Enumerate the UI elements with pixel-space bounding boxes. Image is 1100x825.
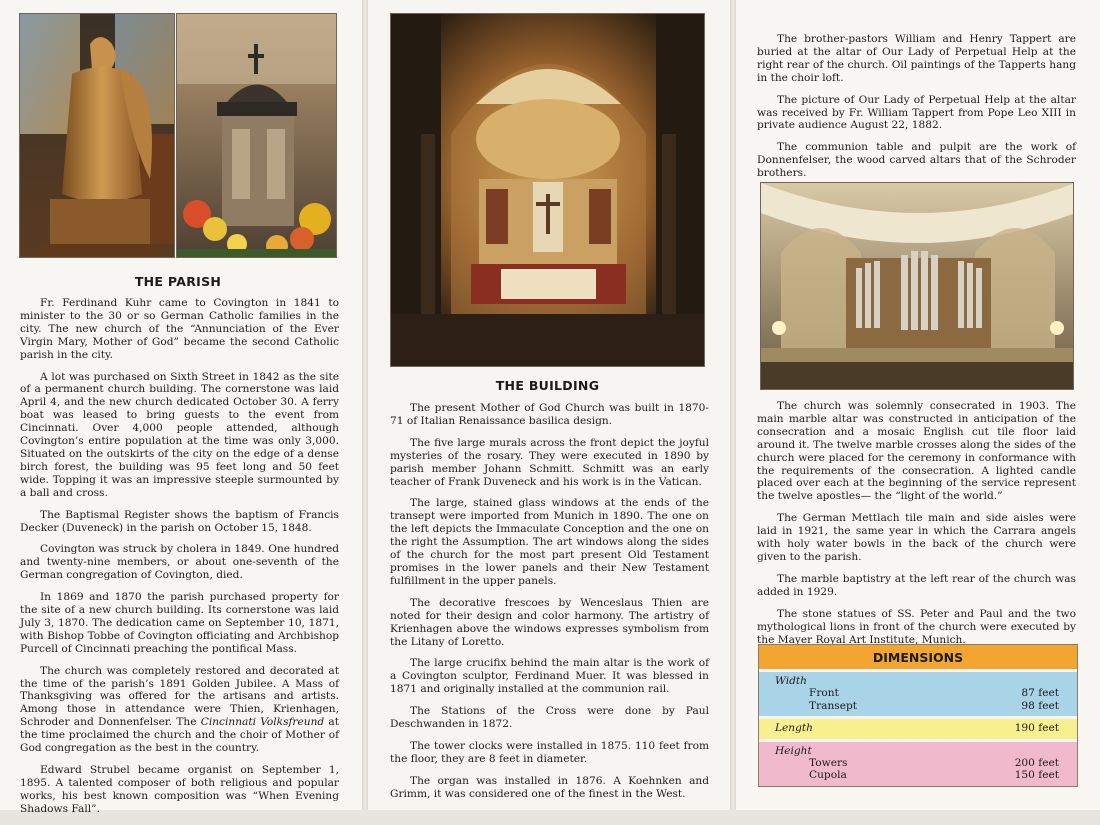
- parish-text: [20, 297, 339, 825]
- length-value: 190 feet: [1014, 722, 1059, 735]
- length-label: Length: [775, 722, 813, 735]
- transept-value: 98 feet: [1021, 699, 1059, 712]
- baptismal-font-photo: [176, 13, 337, 258]
- history-text-top: [757, 33, 1076, 189]
- paragraph: [20, 665, 339, 755]
- width-label: Width: [775, 675, 807, 687]
- paragraph-part: The church was completely restored and decorated at the time of the parish’s 1891 Golden Jubilee. A Mass of Thanksgiving was offered for the artisans and artists. Among those in attendance were Thien, Krienhagen, Schroder and Donnenfelser. The: [20, 664, 339, 729]
- paragraph: Covington was struck by cholera in 1849. One hundred and twenty-nine members, or about one-seventh of the German congregation of Covington, died.: [20, 543, 339, 582]
- paragraph: The Stations of the Cross were done by Paul Deschwanden in 1872.: [390, 705, 709, 731]
- paragraph: The brother-pastors William and Henry Tappert are buried at the altar of Our Lady of Perpetual Help at the right rear of the church. Oil paintings of the Tapperts hang in the choir loft.: [757, 33, 1076, 84]
- paragraph: The Baptismal Register shows the baptism of Francis Decker (Duveneck) in the parish on October 15, 1848.: [20, 508, 339, 534]
- paragraph: The five large murals across the front depict the joyful mysteries of the rosary. They were executed in 1890 by parish member Johann Schmitt. Schmitt was an early teacher of Frank Duveneck and his work is in the Vatican.: [390, 436, 709, 488]
- church-interior-photo: [390, 13, 705, 367]
- paragraph: The German Mettlach tile main and side aisles were laid in 1921, the same year in which the Carrara angels with holy water bowls in the back of the church were given to the parish.: [757, 512, 1076, 563]
- dimension-row: [775, 722, 1059, 735]
- paragraph: The tower clocks were installed in 1875. 110 feet from the floor, they are 8 feet in diameter.: [390, 739, 709, 765]
- newspaper-title: Cincinnati Volksfreund: [200, 716, 325, 729]
- paragraph: The organ was installed in 1876. A Koehnken and Grimm, it was considered one of the finest in the West.: [390, 774, 709, 800]
- parish-heading: THE PARISH: [134, 274, 222, 289]
- width-section: [759, 669, 1077, 716]
- paragraph: The decorative frescoes by Wenceslaus Thien are noted for their design and color harmony. The artistry of Krienhagen above the windows expresses symbolism from the Litany of Loretto.: [390, 596, 709, 648]
- dimension-row: [775, 700, 1059, 713]
- paragraph-part: at the time proclaimed the church and the choir of Mother of God congregation as the best in the country.: [20, 716, 340, 755]
- paragraph: The present Mother of God Church was built in 1870-71 of Italian Renaissance basilica design.: [390, 402, 709, 427]
- building-heading: THE BUILDING: [495, 378, 600, 393]
- paragraph: The stone statues of SS. Peter and Paul and the two mythological lions in front of the church were executed by the Mayer Royal Art Institute, Munich.: [757, 607, 1076, 646]
- cupola-value: 150 feet: [1014, 769, 1059, 782]
- paragraph: Edward Strubel became organist on September 1, 1895. A talented composer of both religious and popular works, his best known composition was “When Evening Shadows Fall”.: [20, 764, 339, 815]
- paragraph: The marble baptistry at the left rear of the church was added in 1929.: [757, 572, 1076, 598]
- cupola-label: Cupola: [809, 769, 847, 782]
- dimension-row: [775, 687, 1059, 700]
- paragraph: The large, stained glass windows at the ends of the transept were imported from Munich in 1890. The one on the left depicts the Immaculate Conception and the one on the right the Assumption. The art windows along the sides of the church for the most part present Old Testament promises in the lower panels and their New Testament fulfillment in the upper panels.: [390, 497, 709, 587]
- paragraph: A lot was purchased on Sixth Street in 1842 as the site of a permanent church building. The cornerstone was laid April 4, and the new church dedicated October 30. A ferry boat was leased to bring guests to the event from Cincinnati. Over 4,000 people attended, although Covington’s entire population at the time was only 3,000. Situated on the outskirts of the city on the edge of a dense birch forest, the building was 95 feet long and 50 feet wide. Topping it was an impressive steeple surmounted by a ball and cross.: [20, 370, 339, 499]
- dimensions-title: DIMENSIONS: [759, 645, 1077, 669]
- length-section: [759, 716, 1077, 739]
- dimensions-table: [758, 644, 1078, 787]
- paragraph: Fr. Ferdinand Kuhr came to Covington in 1841 to minister to the 30 or so German Catholic families in the city. The new church of the “Annunciation of the Ever Virgin Mary, Mother of God” became the second Catholic parish in the city.: [20, 297, 339, 361]
- paragraph: The picture of Our Lady of Perpetual Help at the altar was received by Fr. William Tappert from Pope Leo XIII in private audience August 22, 1882.: [757, 93, 1076, 132]
- front-value: 87 feet: [1021, 687, 1059, 699]
- transept-label: Transept: [809, 699, 858, 712]
- dimension-row: [775, 757, 1059, 770]
- organ-photo: [760, 182, 1074, 390]
- towers-label: Towers: [809, 756, 848, 769]
- height-section: [759, 739, 1077, 786]
- angel-statue-photo: [19, 13, 175, 258]
- dimension-row: [775, 769, 1059, 782]
- paragraph: In 1869 and 1870 the parish purchased property for the site of a new church building. Its cornerstone was laid July 3, 1870. The dedication came on September 10, 1871, with Bishop Tobbe of Covington officiating and Archbishop Purcell of Cincinnati preaching the pontifical Mass.: [20, 591, 339, 655]
- paragraph: The church was solemnly consecrated in 1903. The main marble altar was constructed in anticipation of the consecration and a mosaic English cut tile floor laid around it. The twelve marble crosses along the sides of the church were placed for the ceremony in conformance with the requirements of the consecration. A lighted candle placed over each at the beginning of the service represent the twelve apostles— the “light of the world.”: [757, 400, 1076, 503]
- building-text: [390, 402, 709, 810]
- paragraph: The large crucifix behind the main altar is the work of a Covington sculptor, Ferdinand Muer. It was blessed in 1871 and originally installed at the communion rail.: [390, 657, 709, 696]
- history-text-bottom: [757, 400, 1076, 655]
- front-label: Front: [809, 687, 839, 699]
- paragraph: The communion table and pulpit are the work of Donnenfelser, the wood carved altars that of the Schroder brothers.: [757, 141, 1076, 180]
- height-label: Height: [775, 744, 812, 757]
- towers-value: 200 feet: [1014, 756, 1059, 769]
